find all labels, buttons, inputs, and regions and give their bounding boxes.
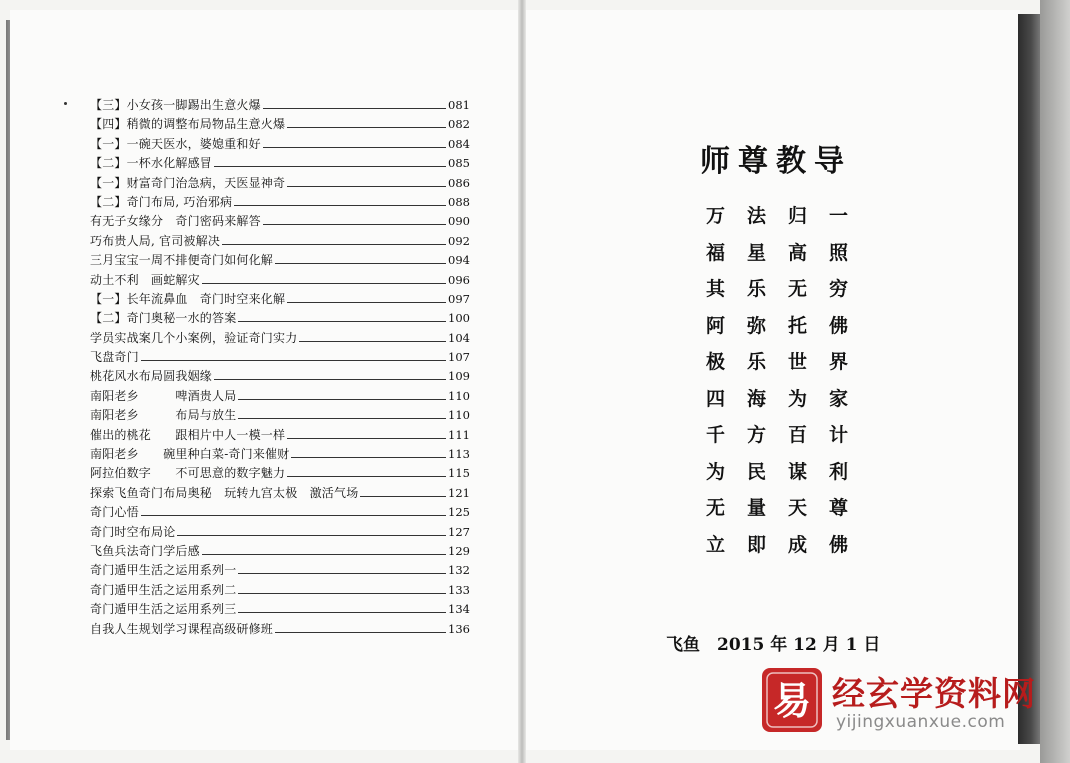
book-gutter [518, 0, 526, 763]
toc-entry-page: 134 [448, 602, 470, 617]
toc-entry [90, 426, 470, 445]
toc-leader-line [238, 417, 446, 419]
toc-entry-page: 097 [448, 291, 470, 306]
toc-entry-page: 132 [448, 563, 470, 578]
toc-entry [90, 96, 470, 115]
toc-entry-title: 奇门遁甲生活之运用系列三 [90, 602, 237, 617]
watermark-url: yijingxuanxue.com [836, 712, 1006, 732]
toc-leader-line [238, 572, 446, 574]
toc-entry [90, 581, 470, 600]
toc-leader-line [238, 320, 446, 322]
verse-line: 千方百计 [706, 424, 871, 446]
toc-entry [90, 135, 470, 154]
verse-list [706, 198, 870, 563]
toc-leader-line [141, 359, 446, 361]
toc-leader-line [238, 592, 446, 594]
toc-entry [90, 232, 470, 251]
toc-entry-title: 【四】稍微的调整布局物品生意火爆 [90, 117, 286, 132]
toc-leader-line [299, 340, 446, 342]
scan-speck [64, 102, 67, 105]
verse-line: 其乐无穷 [706, 278, 871, 300]
scan-border [1040, 0, 1070, 763]
toc-entry [90, 329, 470, 348]
toc-entry-title: 巧布贵人局, 官司被解决 [90, 233, 221, 248]
toc-entry [90, 464, 470, 483]
toc-entry-page: 096 [448, 272, 470, 287]
toc-entry-title: 催出的桃花 跟相片中人一模一样 [90, 427, 286, 442]
toc-entry [90, 154, 470, 173]
toc-leader-line [202, 282, 446, 284]
table-of-contents [90, 96, 470, 639]
toc-leader-line [263, 107, 446, 109]
toc-entry [90, 445, 470, 464]
toc-entry-title: 南阳老乡 啤酒贵人局 [90, 388, 237, 403]
verse-line: 极乐世界 [706, 351, 871, 373]
toc-leader-line [234, 204, 446, 206]
toc-entry-title: 【二】一杯水化解感冒 [90, 156, 213, 171]
toc-entry-page: 085 [448, 156, 470, 171]
toc-entry-page: 090 [448, 214, 470, 229]
toc-leader-line [263, 146, 446, 148]
toc-leader-line [287, 437, 446, 439]
toc-entry-title: 桃花风水布局圆我姻缘 [90, 369, 213, 384]
toc-entry [90, 348, 470, 367]
toc-entry [90, 503, 470, 522]
toc-entry [90, 387, 470, 406]
toc-leader-line [177, 534, 446, 536]
toc-entry [90, 542, 470, 561]
toc-entry [90, 115, 470, 134]
toc-entry-page: 100 [448, 311, 470, 326]
toc-entry-page: 104 [448, 330, 470, 345]
watermark-logo [762, 668, 822, 732]
toc-entry-title: 【二】奇门布局, 巧治邪病 [90, 194, 233, 209]
toc-entry-page: 115 [448, 466, 470, 481]
toc-leader-line [214, 165, 446, 167]
right-page-edge [1018, 14, 1040, 744]
toc-entry [90, 367, 470, 386]
toc-entry-page: 086 [448, 175, 470, 190]
toc-entry-title: 【一】财富奇门治急病，天医显神奇 [90, 175, 286, 190]
toc-leader-line [360, 495, 446, 497]
toc-entry-page: 094 [448, 253, 470, 268]
watermark-logo-icon [762, 668, 822, 732]
signature-date: 飞鱼 2015 年 12 月 1 日 [666, 635, 881, 655]
toc-entry-page: 110 [448, 408, 470, 423]
verse-line: 阿弥托佛 [706, 314, 871, 337]
toc-entry-title: 南阳老乡 布局与放生 [90, 408, 237, 423]
toc-entry [90, 309, 470, 328]
toc-entry-title: 学员实战案几个小案例，验证奇门实力 [90, 330, 298, 345]
toc-entry-title: 三月宝宝一周不排便奇门如何化解 [90, 253, 274, 268]
toc-entry-title: 奇门时空布局论 [90, 524, 176, 539]
toc-leader-line [214, 378, 446, 380]
toc-entry-page: 125 [448, 505, 470, 520]
toc-entry-title: 探索飞鱼奇门布局奥秘 玩转九宫太极 激活气场 [90, 485, 359, 500]
toc-entry [90, 523, 470, 542]
toc-entry-title: 【三】小女孩一脚踢出生意火爆 [90, 98, 261, 112]
toc-leader-line [238, 398, 446, 400]
verse-line: 为民谋利 [706, 460, 871, 483]
toc-entry-page: 121 [448, 485, 470, 500]
toc-leader-line [287, 475, 446, 477]
toc-leader-line [287, 301, 446, 303]
toc-entry-title: 飞盘奇门 [90, 350, 139, 365]
toc-entry [90, 406, 470, 425]
toc-entry-title: 南阳老乡 碗里种白菜-奇门来催财 [90, 447, 290, 462]
toc-leader-line [263, 223, 446, 225]
toc-entry [90, 174, 470, 193]
toc-entry-page: 111 [448, 427, 470, 442]
toc-entry-page: 110 [448, 388, 470, 403]
toc-entry-page: 133 [448, 582, 470, 597]
toc-entry-page: 082 [448, 117, 470, 132]
toc-entry [90, 193, 470, 212]
toc-entry [90, 251, 470, 270]
toc-leader-line [287, 126, 446, 128]
toc-entry [90, 271, 470, 290]
toc-leader-line [291, 456, 446, 458]
toc-entry-title: 奇门心悟 [90, 505, 139, 520]
toc-entry-title: 奇门遁甲生活之运用系列一 [90, 563, 237, 578]
verse-line: 福星高照 [706, 241, 871, 264]
toc-entry [90, 290, 470, 309]
verse-line: 四海为家 [706, 387, 871, 410]
watermark-logo-char: 易 [772, 679, 812, 723]
toc-entry-page: 088 [448, 194, 470, 209]
toc-entry-title: 飞鱼兵法奇门学后感 [90, 543, 200, 558]
toc-entry-title: 阿拉伯数字 不可思意的数字魅力 [90, 466, 286, 481]
toc-entry-page: 109 [448, 369, 470, 384]
toc-entry [90, 212, 470, 231]
watermark-name: 经玄学资料网 [832, 674, 1036, 713]
toc-entry-title: 动土不利 画蛇解灾 [90, 272, 200, 287]
toc-entry-title: 【一】长年流鼻血 奇门时空来化解 [90, 291, 286, 306]
page-heading: 师尊教导 [700, 144, 852, 179]
toc-entry-page: 107 [448, 350, 470, 365]
toc-entry [90, 561, 470, 580]
verse-line: 万法归一 [706, 205, 871, 227]
toc-entry [90, 600, 470, 619]
verse-line: 立即成佛 [706, 533, 871, 556]
toc-entry-title: 自我人生规划学习课程高级研修班 [90, 621, 274, 636]
toc-entry-page: 136 [448, 621, 470, 636]
toc-entry-page: 127 [448, 524, 470, 539]
toc-entry-page: 092 [448, 233, 470, 248]
toc-entry-page: 084 [448, 136, 470, 151]
toc-entry [90, 484, 470, 503]
toc-entry-title: 奇门遁甲生活之运用系列二 [90, 582, 237, 597]
toc-leader-line [287, 185, 446, 187]
toc-leader-line [141, 514, 446, 516]
verse-line: 无量天尊 [706, 497, 871, 519]
toc-leader-line [275, 262, 446, 264]
toc-entry-title: 【一】一碗天医水，婆媳重和好 [90, 136, 261, 151]
toc-leader-line [202, 553, 446, 555]
toc-entry-page: 129 [448, 543, 470, 558]
toc-leader-line [222, 243, 446, 245]
toc-leader-line [275, 631, 446, 633]
toc-entry-page: 081 [448, 98, 470, 112]
toc-entry-title: 【二】奇门奥秘一水的答案 [90, 311, 237, 326]
toc-entry-title: 有无子女缘分 奇门密码来解答 [90, 214, 261, 229]
toc-entry [90, 620, 470, 639]
toc-entry-page: 113 [448, 447, 470, 462]
toc-leader-line [238, 611, 446, 613]
